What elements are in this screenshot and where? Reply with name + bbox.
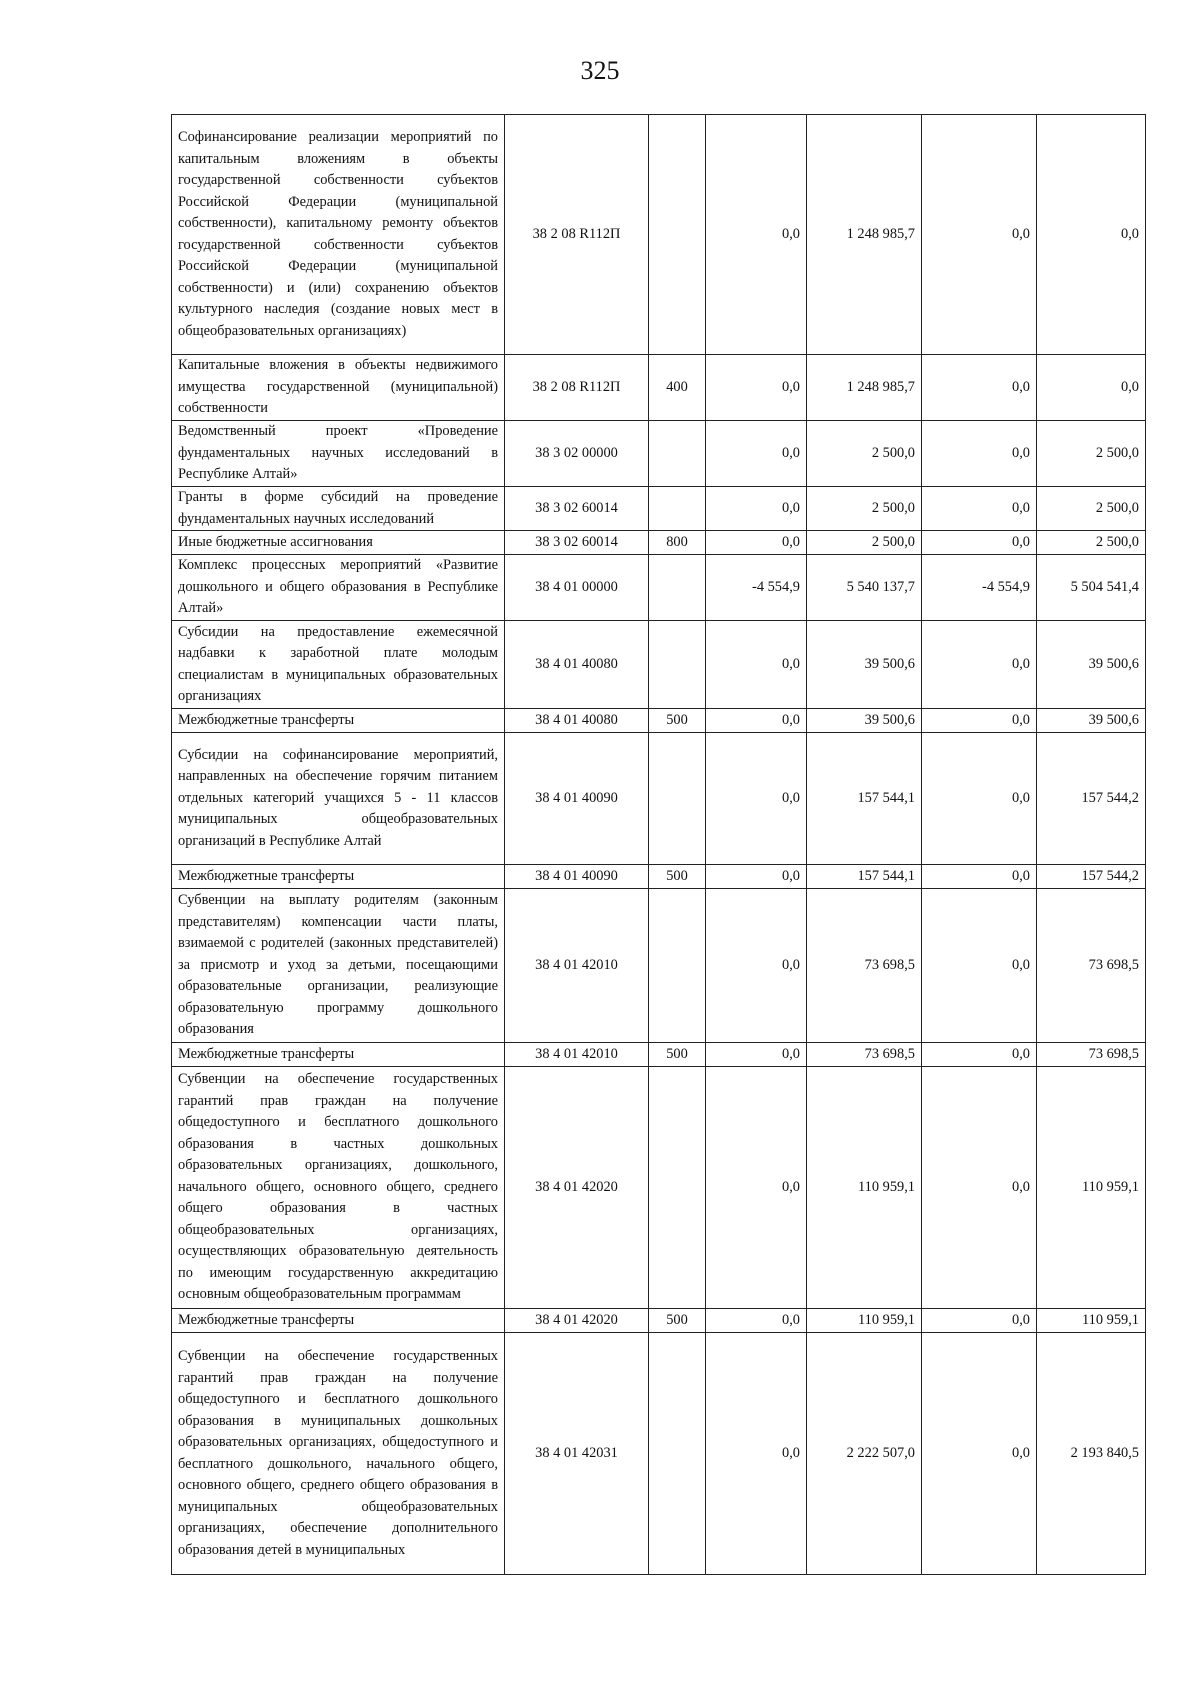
row-value-4: 110 959,1 <box>1037 1309 1146 1333</box>
row-value-2: 1 248 985,7 <box>807 355 922 421</box>
row-value-3: 0,0 <box>922 709 1037 733</box>
row-name: Капитальные вложения в объекты недвижимого имущества государственной (муниципальной) собственности <box>172 355 505 421</box>
row-value-1: 0,0 <box>706 1067 807 1309</box>
row-value-4: 39 500,6 <box>1037 709 1146 733</box>
row-value-3: 0,0 <box>922 421 1037 487</box>
row-vr: 500 <box>649 865 706 889</box>
row-value-4: 157 544,2 <box>1037 865 1146 889</box>
row-code: 38 2 08 R112П <box>505 355 649 421</box>
table-row <box>172 1043 1146 1067</box>
row-value-2: 110 959,1 <box>807 1309 922 1333</box>
row-value-4: 0,0 <box>1037 355 1146 421</box>
table-row <box>172 709 1146 733</box>
row-code: 38 4 01 40080 <box>505 709 649 733</box>
row-value-1: 0,0 <box>706 355 807 421</box>
row-value-2: 2 222 507,0 <box>807 1333 922 1575</box>
row-vr <box>649 555 706 621</box>
table-row <box>172 865 1146 889</box>
row-vr: 500 <box>649 709 706 733</box>
row-name: Межбюджетные трансферты <box>172 709 505 733</box>
row-code: 38 4 01 40090 <box>505 865 649 889</box>
row-code: 38 3 02 00000 <box>505 421 649 487</box>
row-vr: 400 <box>649 355 706 421</box>
row-code: 38 4 01 42020 <box>505 1067 649 1309</box>
row-name: Субсидии на предоставление ежемесячной надбавки к заработной плате молодым специалистам в муниципальных образовательных организациях <box>172 621 505 709</box>
row-value-3: 0,0 <box>922 115 1037 355</box>
table-row <box>172 889 1146 1043</box>
row-vr: 500 <box>649 1043 706 1067</box>
row-code: 38 3 02 60014 <box>505 487 649 531</box>
row-name: Субсидии на софинансирование мероприятий, направленных на обеспечение горячим питанием отдельных категорий учащихся 5 - 11 классов муниципальных общеобразовательных организаций в Республике Алтай <box>172 733 505 865</box>
row-value-3: 0,0 <box>922 1309 1037 1333</box>
row-value-3: 0,0 <box>922 531 1037 555</box>
row-value-1: 0,0 <box>706 621 807 709</box>
row-code: 38 4 01 40090 <box>505 733 649 865</box>
row-name: Межбюджетные трансферты <box>172 1043 505 1067</box>
row-code: 38 4 01 00000 <box>505 555 649 621</box>
row-name: Иные бюджетные ассигнования <box>172 531 505 555</box>
row-value-4: 2 500,0 <box>1037 421 1146 487</box>
row-name: Субвенции на выплату родителям (законным представителям) компенсации части платы, взимаемой с родителей (законных представителей) за присмотр и уход за детьми, посещающими образовательные организации, реализующие образовательную программу дошкольного образования <box>172 889 505 1043</box>
row-vr <box>649 487 706 531</box>
row-code: 38 4 01 42010 <box>505 1043 649 1067</box>
row-value-2: 157 544,1 <box>807 733 922 865</box>
row-value-1: 0,0 <box>706 421 807 487</box>
row-vr <box>649 1067 706 1309</box>
row-code: 38 4 01 40080 <box>505 621 649 709</box>
row-value-4: 5 504 541,4 <box>1037 555 1146 621</box>
row-vr <box>649 621 706 709</box>
row-name: Межбюджетные трансферты <box>172 1309 505 1333</box>
row-value-3: 0,0 <box>922 889 1037 1043</box>
row-value-1: 0,0 <box>706 865 807 889</box>
table-row <box>172 733 1146 865</box>
row-value-1: 0,0 <box>706 709 807 733</box>
table-row <box>172 555 1146 621</box>
row-value-2: 2 500,0 <box>807 531 922 555</box>
row-vr: 800 <box>649 531 706 555</box>
table-row <box>172 355 1146 421</box>
row-value-2: 73 698,5 <box>807 889 922 1043</box>
table-row <box>172 621 1146 709</box>
row-code: 38 4 01 42020 <box>505 1309 649 1333</box>
row-value-3: 0,0 <box>922 865 1037 889</box>
row-value-2: 5 540 137,7 <box>807 555 922 621</box>
page-number: 325 <box>580 56 620 85</box>
row-vr <box>649 733 706 865</box>
table-row <box>172 421 1146 487</box>
table-row <box>172 1333 1146 1575</box>
row-value-4: 110 959,1 <box>1037 1067 1146 1309</box>
row-value-2: 1 248 985,7 <box>807 115 922 355</box>
row-value-3: 0,0 <box>922 1067 1037 1309</box>
row-value-2: 157 544,1 <box>807 865 922 889</box>
row-value-2: 39 500,6 <box>807 621 922 709</box>
row-value-3: 0,0 <box>922 733 1037 865</box>
row-value-2: 110 959,1 <box>807 1067 922 1309</box>
row-value-4: 0,0 <box>1037 115 1146 355</box>
row-value-3: 0,0 <box>922 1333 1037 1575</box>
row-code: 38 4 01 42010 <box>505 889 649 1043</box>
row-value-2: 73 698,5 <box>807 1043 922 1067</box>
row-value-2: 2 500,0 <box>807 421 922 487</box>
row-vr <box>649 1333 706 1575</box>
row-value-3: 0,0 <box>922 1043 1037 1067</box>
row-value-2: 2 500,0 <box>807 487 922 531</box>
row-value-3: -4 554,9 <box>922 555 1037 621</box>
row-value-3: 0,0 <box>922 621 1037 709</box>
row-value-4: 157 544,2 <box>1037 733 1146 865</box>
row-name: Субвенции на обеспечение государственных гарантий прав граждан на получение общедоступного и бесплатного дошкольного образования в муниципальных дошкольных образовательных организациях, общедоступного и бесплатного дошкольного, начального общего, основного общего, среднего общего образования в муниципальных общеобразовательных организациях, обеспечение дополнительного образования детей в муниципальных <box>172 1333 505 1575</box>
row-code: 38 4 01 42031 <box>505 1333 649 1575</box>
row-name: Гранты в форме субсидий на проведение фундаментальных научных исследований <box>172 487 505 531</box>
row-value-4: 2 500,0 <box>1037 487 1146 531</box>
row-name: Межбюджетные трансферты <box>172 865 505 889</box>
table-row <box>172 1067 1146 1309</box>
table-row <box>172 487 1146 531</box>
row-value-1: 0,0 <box>706 733 807 865</box>
row-name: Софинансирование реализации мероприятий по капитальным вложениям в объекты государственной собственности субъектов Российской Федерации (муниципальной собственности), капитальному ремонту объектов государственной собственности субъектов Российской Федерации (муниципальной собственности) и (или) сохранению объектов культурного наследия (создание новых мест в общеобразовательных организациях) <box>172 115 505 355</box>
row-value-4: 2 500,0 <box>1037 531 1146 555</box>
row-value-1: 0,0 <box>706 1333 807 1575</box>
row-value-1: 0,0 <box>706 115 807 355</box>
row-value-3: 0,0 <box>922 355 1037 421</box>
row-value-4: 73 698,5 <box>1037 889 1146 1043</box>
table-row <box>172 115 1146 355</box>
row-vr <box>649 889 706 1043</box>
row-value-2: 39 500,6 <box>807 709 922 733</box>
row-value-1: 0,0 <box>706 1309 807 1333</box>
row-vr <box>649 115 706 355</box>
table-row <box>172 1309 1146 1333</box>
row-name: Комплекс процессных мероприятий «Развитие дошкольного и общего образования в Республике Алтай» <box>172 555 505 621</box>
table-row <box>172 531 1146 555</box>
row-code: 38 2 08 R112П <box>505 115 649 355</box>
row-value-4: 2 193 840,5 <box>1037 1333 1146 1575</box>
row-value-1: 0,0 <box>706 487 807 531</box>
row-vr <box>649 421 706 487</box>
row-name: Субвенции на обеспечение государственных гарантий прав граждан на получение общедоступного и бесплатного дошкольного образования в частных дошкольных образовательных организациях, дошкольного, начального общего, основного общего, среднего общего образования в частных общеобразовательных организациях, осуществляющих образовательную деятельность по имеющим государственную аккредитацию основным общеобразовательным программам <box>172 1067 505 1309</box>
row-value-4: 39 500,6 <box>1037 621 1146 709</box>
row-value-1: 0,0 <box>706 531 807 555</box>
row-value-1: 0,0 <box>706 1043 807 1067</box>
row-value-1: -4 554,9 <box>706 555 807 621</box>
row-vr: 500 <box>649 1309 706 1333</box>
row-code: 38 3 02 60014 <box>505 531 649 555</box>
row-value-3: 0,0 <box>922 487 1037 531</box>
row-value-1: 0,0 <box>706 889 807 1043</box>
row-name: Ведомственный проект «Проведение фундаментальных научных исследований в Республике Алтай» <box>172 421 505 487</box>
row-value-4: 73 698,5 <box>1037 1043 1146 1067</box>
budget-table <box>171 114 1146 1575</box>
